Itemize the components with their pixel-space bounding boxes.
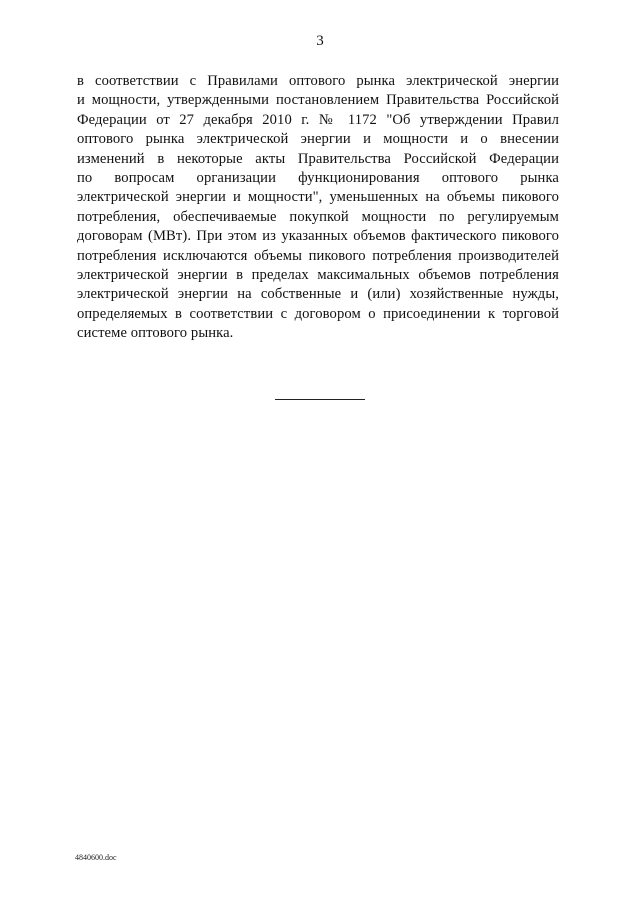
paragraph-line: определяемых в соответствии с договором о присоединении к торговой <box>77 305 559 322</box>
paragraph-line: изменений в некоторые акты Правительства Российской Федерации <box>77 150 559 167</box>
paragraph-line: в соответствии с Правилами оптового рынка электрической энергии <box>77 73 559 89</box>
paragraph-line: договорам (МВт). При этом из указанных объемов фактического пикового <box>77 228 559 245</box>
body-paragraph <box>77 72 559 344</box>
paragraph-line: Федерации от 27 декабря 2010 г. № 1172 "Об утверждении Правил <box>77 111 559 128</box>
paragraph-line: системе оптового рынка. <box>77 325 234 342</box>
paragraph-line: электрической энергии на собственные и (или) хозяйственные нужды, <box>77 286 559 303</box>
paragraph-line: электрической энергии в пределах максимальных объемов потребления <box>77 267 559 284</box>
page-number: 3 <box>316 33 324 49</box>
paragraph-line: оптового рынка электрической энергии и мощности и о внесении <box>77 131 559 148</box>
paragraph-line: электрической энергии и мощности", уменьшенных на объемы пикового <box>77 189 559 206</box>
footer-filename: 4840600.doc <box>75 853 117 862</box>
end-of-text-rule <box>275 399 365 400</box>
paragraph-line: и мощности, утвержденными постановлением Правительства Российской <box>77 92 559 109</box>
paragraph-line: потребления исключаются объемы пикового потребления производителей <box>77 247 559 264</box>
paragraph-line: по вопросам организации функционирования оптового рынка <box>77 170 559 187</box>
paragraph-line: потребления, обеспечиваемые покупкой мощности по регулируемым <box>77 208 559 225</box>
